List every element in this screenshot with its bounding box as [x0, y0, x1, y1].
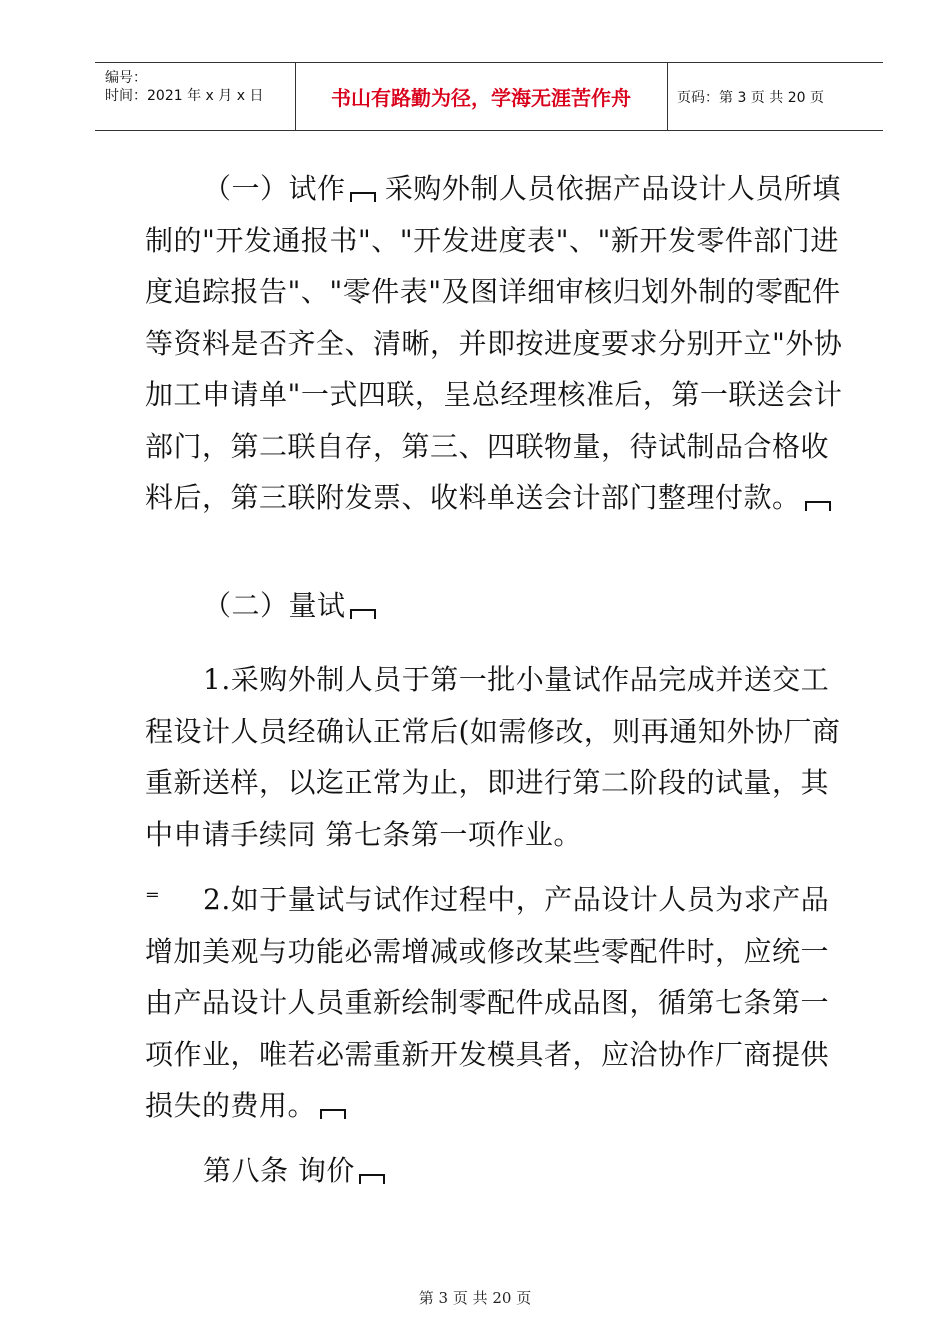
article-eight-heading — [145, 1145, 845, 1197]
paragraph-item-1 — [145, 654, 845, 860]
paragraph-mass-trial-heading — [145, 580, 845, 632]
time-label: 时间：2021 年 x 月 x 日 — [105, 88, 264, 104]
paragraph-heading: （一）试作 — [203, 172, 346, 205]
page-header — [95, 62, 883, 131]
paragraph-mark-icon — [359, 1174, 385, 1184]
paragraph-mark-icon — [320, 1109, 346, 1119]
paragraph-mark-icon — [805, 501, 831, 511]
stray-mark: ⁼ — [145, 883, 161, 916]
header-meta-cell — [95, 63, 296, 130]
paragraph-mark-icon — [350, 192, 376, 202]
header-page-cell — [667, 63, 883, 130]
paragraph-item-2 — [145, 874, 845, 1132]
paragraph-text: 采购外制人员依据产品设计人员所填制的"开发通报书"、"开发进度表"、"新开发零件部门进度追踪报告"、"零件表"及图详细审核归划外制的零配件等资料是否齐全、清晰，并即按进度要求分别开立"外协加工申请单"一式四联，呈总经理核准后，第一联送会计部门，第二联自存，第三、四联物量，待试制品合格收料后，第三联附发票、收料单送会计部门整理付款。 — [145, 172, 843, 514]
motto: 书山有路勤为径，学海无涯苦作舟 — [331, 86, 631, 110]
header-motto-cell — [295, 63, 668, 130]
paragraph-heading: （二）量试 — [203, 589, 346, 622]
paragraph-heading: 第八条 询价 — [203, 1154, 355, 1187]
paragraph-trial-production — [145, 163, 845, 524]
page-footer: 第 3 页 共 20 页 — [418, 1289, 532, 1307]
paragraph-text: 1.采购外制人员于第一批小量试作品完成并送交工程设计人员经确认正常后(如需修改，则再通知外协厂商重新送样，以迄正常为止，即进行第二阶段的试量，其中申请手续同 第七条第一项作业。 — [145, 663, 841, 851]
page-label: 页码：第 3 页 共 20 页 — [677, 89, 824, 106]
number-label: 编号： — [105, 70, 147, 86]
paragraph-text: 2.如于量试与试作过程中，产品设计人员为求产品增加美观与功能必需增减或修改某些零配件时，应统一由产品设计人员重新绘制零配件成品图，循第七条第一项作业，唯若必需重新开发模具者，应洽协作厂商提供损失的费用。 — [145, 883, 830, 1122]
paragraph-mark-icon — [350, 609, 376, 619]
